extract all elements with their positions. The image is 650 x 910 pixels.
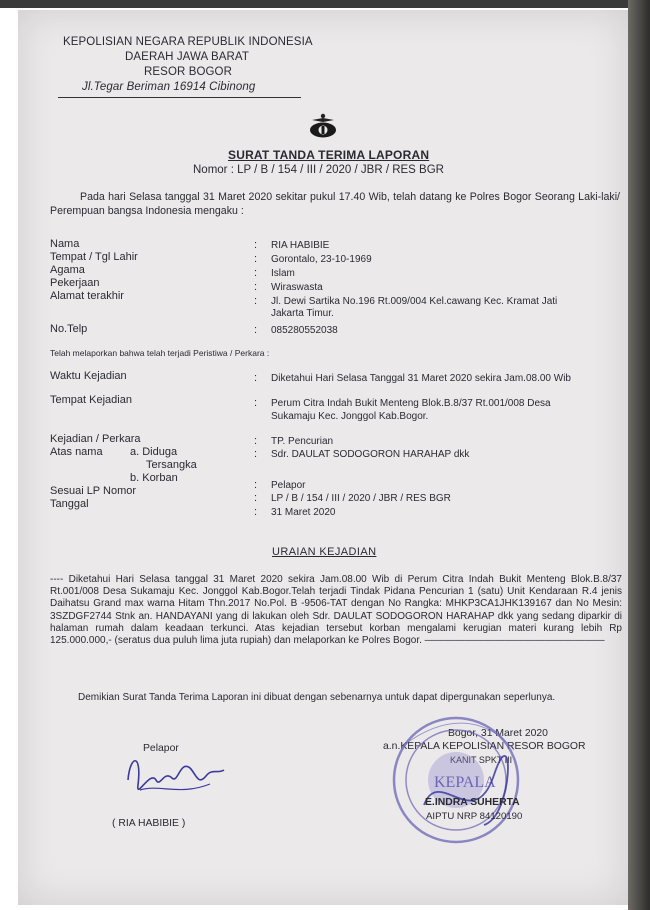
colon: : bbox=[254, 253, 258, 265]
stamp-text: KEPALA bbox=[434, 774, 496, 791]
header-address: Jl.Tegar Beriman 16914 Cibinong bbox=[82, 81, 256, 93]
header-underline bbox=[58, 97, 301, 98]
sign-place-date: Bogor, 31 Maret 2020 bbox=[448, 728, 548, 739]
document-title: SURAT TANDA TERIMA LAPORAN bbox=[228, 148, 430, 162]
uraian-heading: URAIAN KEJADIAN bbox=[272, 546, 377, 558]
colon: : bbox=[254, 435, 258, 447]
value-alamat: Jl. Dewi Sartika No.196 Rt.009/004 Kel.cawang Kec. Kramat Jati bbox=[271, 296, 558, 307]
label-tanggal: Tanggal bbox=[50, 498, 89, 510]
label-sesuai-lp: Sesuai LP Nomor bbox=[50, 485, 137, 497]
colon: : bbox=[254, 324, 258, 336]
label-korban: b. Korban bbox=[130, 472, 178, 484]
value-tersangka: Sdr. DAULAT SODOGORON HARAHAP dkk bbox=[271, 449, 470, 460]
official-unit: KANIT SPKT III bbox=[450, 755, 513, 765]
value-alamat-line2: Jakarta Timur. bbox=[271, 308, 334, 319]
value-nama: RIA HABIBIE bbox=[271, 240, 330, 251]
label-telp: No.Telp bbox=[50, 323, 88, 335]
colon: : bbox=[254, 479, 258, 491]
colon: : bbox=[254, 267, 258, 279]
pelapor-signature-icon bbox=[120, 740, 230, 810]
value-agama: Islam bbox=[271, 268, 295, 279]
colon: : bbox=[254, 492, 258, 504]
colon: : bbox=[254, 397, 258, 409]
official-title: a.n.KEPALA KEPOLISIAN RESOR BOGOR bbox=[383, 741, 586, 752]
colon: : bbox=[254, 281, 258, 293]
colon: : bbox=[254, 372, 258, 384]
label-pekerjaan: Pekerjaan bbox=[50, 277, 100, 289]
document-page bbox=[18, 10, 628, 905]
report-note: Telah melaporkan bahwa telah terjadi Peristiwa / Perkara : bbox=[50, 348, 270, 358]
closing-paragraph: Demikian Surat Tanda Terima Laporan ini dibuat dengan sebenarnya untuk dapat dipergunakan seperlunya. bbox=[78, 692, 556, 703]
value-sesuai-lp: LP / B / 154 / III / 2020 / JBR / RES BGR bbox=[271, 493, 451, 504]
label-waktu: Waktu Kejadian bbox=[50, 370, 127, 382]
label-alamat: Alamat terakhir bbox=[50, 290, 124, 302]
pelapor-name: ( RIA HABIBIE ) bbox=[112, 818, 186, 829]
value-perkara: TP. Pencurian bbox=[271, 436, 334, 447]
pelapor-label: Pelapor bbox=[143, 743, 179, 754]
value-tempat: Perum Citra Indah Bukit Menteng Blok.B.8/37 Rt.001/008 Desa bbox=[271, 398, 551, 409]
header-region: DAERAH JAWA BARAT bbox=[125, 51, 249, 63]
value-waktu: Diketahui Hari Selasa Tanggal 31 Maret 2020 sekira Jam.08.00 Wib bbox=[271, 373, 571, 384]
label-tersangka: Tersangka bbox=[146, 459, 197, 471]
colon: : bbox=[254, 295, 258, 307]
official-name: E.INDRA SUHERTA bbox=[425, 797, 520, 808]
header-institution: KEPOLISIAN NEGARA REPUBLIK INDONESIA bbox=[63, 36, 313, 48]
value-tanggal: 31 Maret 2020 bbox=[271, 507, 336, 518]
label-atas-nama: Atas nama bbox=[50, 446, 103, 458]
colon: : bbox=[254, 506, 258, 518]
value-tempat-line2: Sukamaju Kec. Jonggol Kab.Bogor. bbox=[271, 411, 429, 422]
label-tempat: Tempat Kejadian bbox=[50, 394, 132, 406]
value-telp: 085280552038 bbox=[271, 325, 338, 336]
value-pekerjaan: Wiraswasta bbox=[271, 282, 323, 293]
label-perkara: Kejadian / Perkara bbox=[50, 433, 141, 445]
police-emblem-icon bbox=[306, 110, 340, 140]
label-ttl: Tempat / Tgl Lahir bbox=[50, 251, 138, 263]
photo-edge-right bbox=[628, 0, 650, 910]
label-nama: Nama bbox=[50, 238, 80, 250]
label-diduga: a. Diduga bbox=[130, 446, 178, 458]
official-stamp-icon bbox=[384, 705, 534, 865]
colon: : bbox=[254, 448, 258, 460]
uraian-paragraph: ---- Diketahui Hari Selasa tanggal 31 Maret 2020 sekira Jam.08.00 Wib di Perum Citra Indah Bukit Menteng Blok.B.8/37 Rt.001/008 Desa Sukamaju Kec. Jonggol Kab.Bogor.Telah terjadi Tindak Pidana Pencurian 1 (satu) Unit Kendaraan R.4 jenis Daihatsu Grand max warna Hitam Thn.2017 No.Pol. B -9506-TAT dengan No Rangka: MHKP3CA1JHK139167 dan No Mesin: 3SZDGF2744 Stnk an. HANDAYANI yang di lakukan oleh Sdr. DAULAT SODOGORON HARAHAP dkk yang sedang diparkir di halaman rumah dalam keadaan terkunci. Atas kejadian tersebut korban mengalami kerugian materi kurang lebih Rp 125.000.000,- (seratus dua puluh lima juta rupiah) dan melaporkan ke Polres Bogor. —————————————————— bbox=[50, 574, 622, 647]
official-rank: AIPTU NRP 84120190 bbox=[426, 811, 523, 822]
header-resort: RESOR BOGOR bbox=[144, 66, 233, 78]
intro-paragraph: Pada hari Selasa tanggal 31 Maret 2020 sekitar pukul 17.40 Wib, telah datang ke Polres Bogor Seorang Laki-laki/ Perempuan bangsa Indonesia mengaku : bbox=[50, 191, 620, 217]
document-number: Nomor : LP / B / 154 / III / 2020 / JBR / RES BGR bbox=[193, 164, 444, 176]
colon: : bbox=[254, 239, 258, 251]
label-agama: Agama bbox=[50, 264, 85, 276]
value-ttl: Gorontalo, 23-10-1969 bbox=[271, 254, 372, 265]
photo-edge-top bbox=[0, 0, 650, 8]
value-korban: Pelapor bbox=[271, 480, 306, 491]
